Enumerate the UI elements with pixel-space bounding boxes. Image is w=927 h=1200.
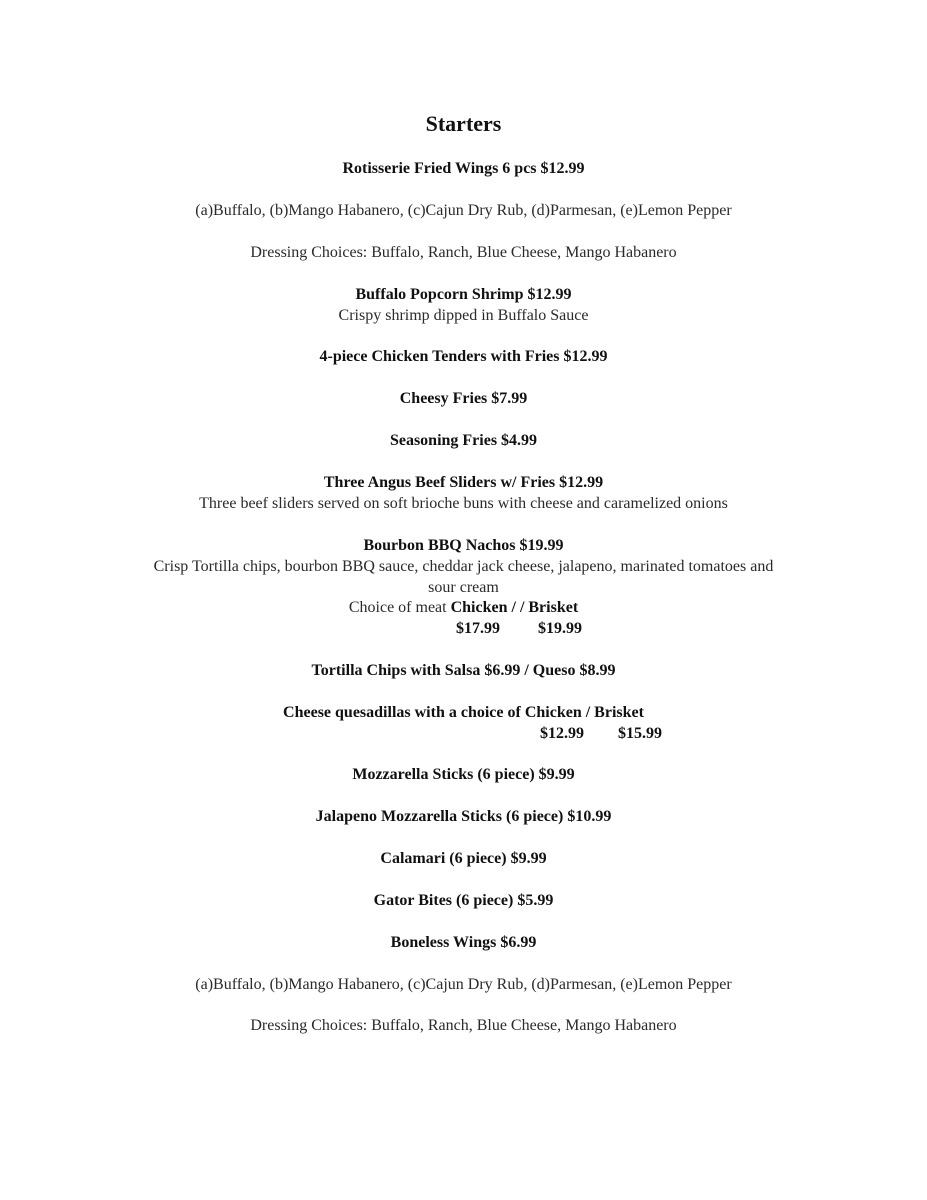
wings-flavors: (a)Buffalo, (b)Mango Habanero, (c)Cajun Dry Rub, (d)Parmesan, (e)Lemon Pepper: [195, 202, 732, 219]
nachos-price-brisket: $19.99: [538, 620, 582, 637]
item-cheesy-fries: Cheesy Fries $7.99: [399, 390, 528, 407]
nachos-description-line1: Crisp Tortilla chips, bourbon BBQ sauce, cheddar jack cheese, jalapeno, marinated tomatoes and: [153, 558, 774, 575]
item-cheese-quesadillas: Cheese quesadillas with a choice of Chicken / Brisket: [283, 704, 644, 721]
item-boneless-wings: Boneless Wings $6.99: [390, 934, 537, 951]
quesadilla-price-brisket: $15.99: [618, 725, 662, 742]
item-popcorn-shrimp: Buffalo Popcorn Shrimp $12.99: [355, 286, 572, 303]
item-mozzarella-sticks: Mozzarella Sticks (6 piece) $9.99: [352, 766, 575, 783]
item-tortilla-chips: Tortilla Chips with Salsa $6.99 / Queso $8.99: [311, 662, 616, 679]
item-bbq-nachos: Bourbon BBQ Nachos $19.99: [363, 537, 564, 554]
boneless-flavors: (a)Buffalo, (b)Mango Habanero, (c)Cajun Dry Rub, (d)Parmesan, (e)Lemon Pepper: [195, 976, 732, 993]
item-seasoning-fries: Seasoning Fries $4.99: [389, 432, 538, 449]
item-gator-bites: Gator Bites (6 piece) $5.99: [373, 892, 554, 909]
section-title: Starters: [425, 111, 502, 136]
sliders-description: Three beef sliders served on soft brioche buns with cheese and caramelized onions: [199, 495, 728, 512]
nachos-price-chicken: $17.99: [456, 620, 500, 637]
item-rotisserie-wings: Rotisserie Fried Wings 6 pcs $12.99: [342, 160, 585, 177]
item-chicken-tenders: 4-piece Chicken Tenders with Fries $12.99: [319, 348, 608, 365]
quesadilla-price-chicken: $12.99: [540, 725, 584, 742]
nachos-description-line2: sour cream: [428, 579, 499, 596]
item-beef-sliders: Three Angus Beef Sliders w/ Fries $12.99: [323, 474, 604, 491]
item-jalapeno-mozzarella-sticks: Jalapeno Mozzarella Sticks (6 piece) $10.99: [315, 808, 612, 825]
shrimp-description: Crispy shrimp dipped in Buffalo Sauce: [338, 307, 589, 324]
boneless-dressing: Dressing Choices: Buffalo, Ranch, Blue Cheese, Mango Habanero: [250, 1017, 677, 1034]
nachos-meat-choice: [0, 598, 927, 618]
nachos-choice-label: Choice of meat: [348, 599, 447, 616]
wings-dressing: Dressing Choices: Buffalo, Ranch, Blue Cheese, Mango Habanero: [250, 244, 677, 261]
item-calamari: Calamari (6 piece) $9.99: [380, 850, 547, 867]
nachos-choice-options: Chicken / / Brisket: [450, 599, 579, 616]
